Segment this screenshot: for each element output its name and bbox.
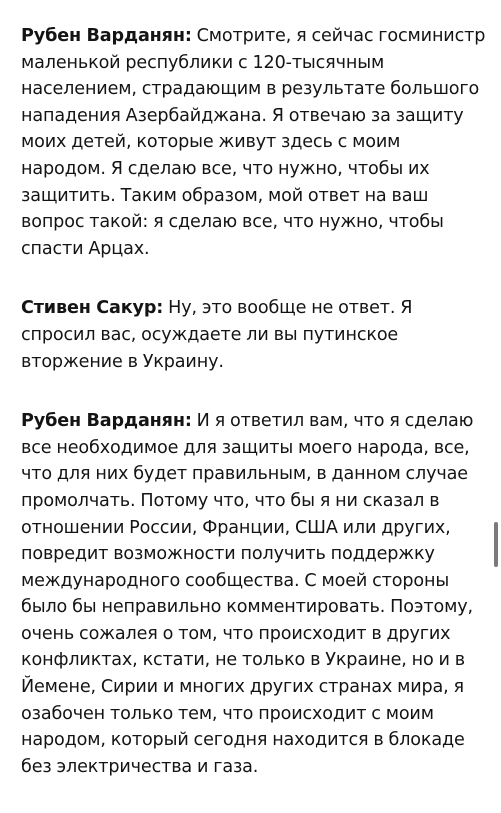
transcript-paragraph (21, 295, 489, 375)
speaker-name: Рубен Варданян: (21, 411, 192, 432)
vertical-scrollbar[interactable] (491, 0, 501, 800)
scrollbar-thumb[interactable] (494, 522, 498, 567)
transcript-paragraph (21, 408, 489, 780)
speaker-name: Рубен Варданян: (21, 26, 192, 46)
paragraph-text: Ну, это вообще не ответ. Я спросил вас, осуждаете ли вы путинское вторжение в Украину. (21, 298, 413, 372)
paragraph-text: И я ответил вам, что я сделаю все необходимое для защиты моего народа, все, что для них будет правильным, в данном случае промолчать. Потому что, что бы я ни сказал в отношении России, Франции, США или других, повредит возможности получить поддержку международного сообщества. С моей стороны было бы неправильно комментировать. Поэтому, очень сожалея о том, что происходит в других конфликтах, кстати, не только в Украине, но и в Йемене, Сирии и многих других странах мира, я озабочен только тем, что происходит с моим народом, который сегодня находится в блокаде без электричества и газа. (21, 411, 474, 777)
paragraph-text: Смотрите, я сейчас госминистр маленькой республики с 120-тысячным населением, страдающим в результате большого нападения Азербайджана. Я отвечаю за защиту моих детей, которые живут здесь с моим народом. Я сделаю все, что нужно, чтобы их защитить. Таким образом, мой ответ на ваш вопрос такой: я сделаю все, что нужно, чтобы спасти Арцах. (21, 26, 486, 259)
transcript-paragraph (21, 23, 489, 262)
article-body (21, 23, 489, 813)
speaker-name: Стивен Сакур: (21, 298, 164, 319)
